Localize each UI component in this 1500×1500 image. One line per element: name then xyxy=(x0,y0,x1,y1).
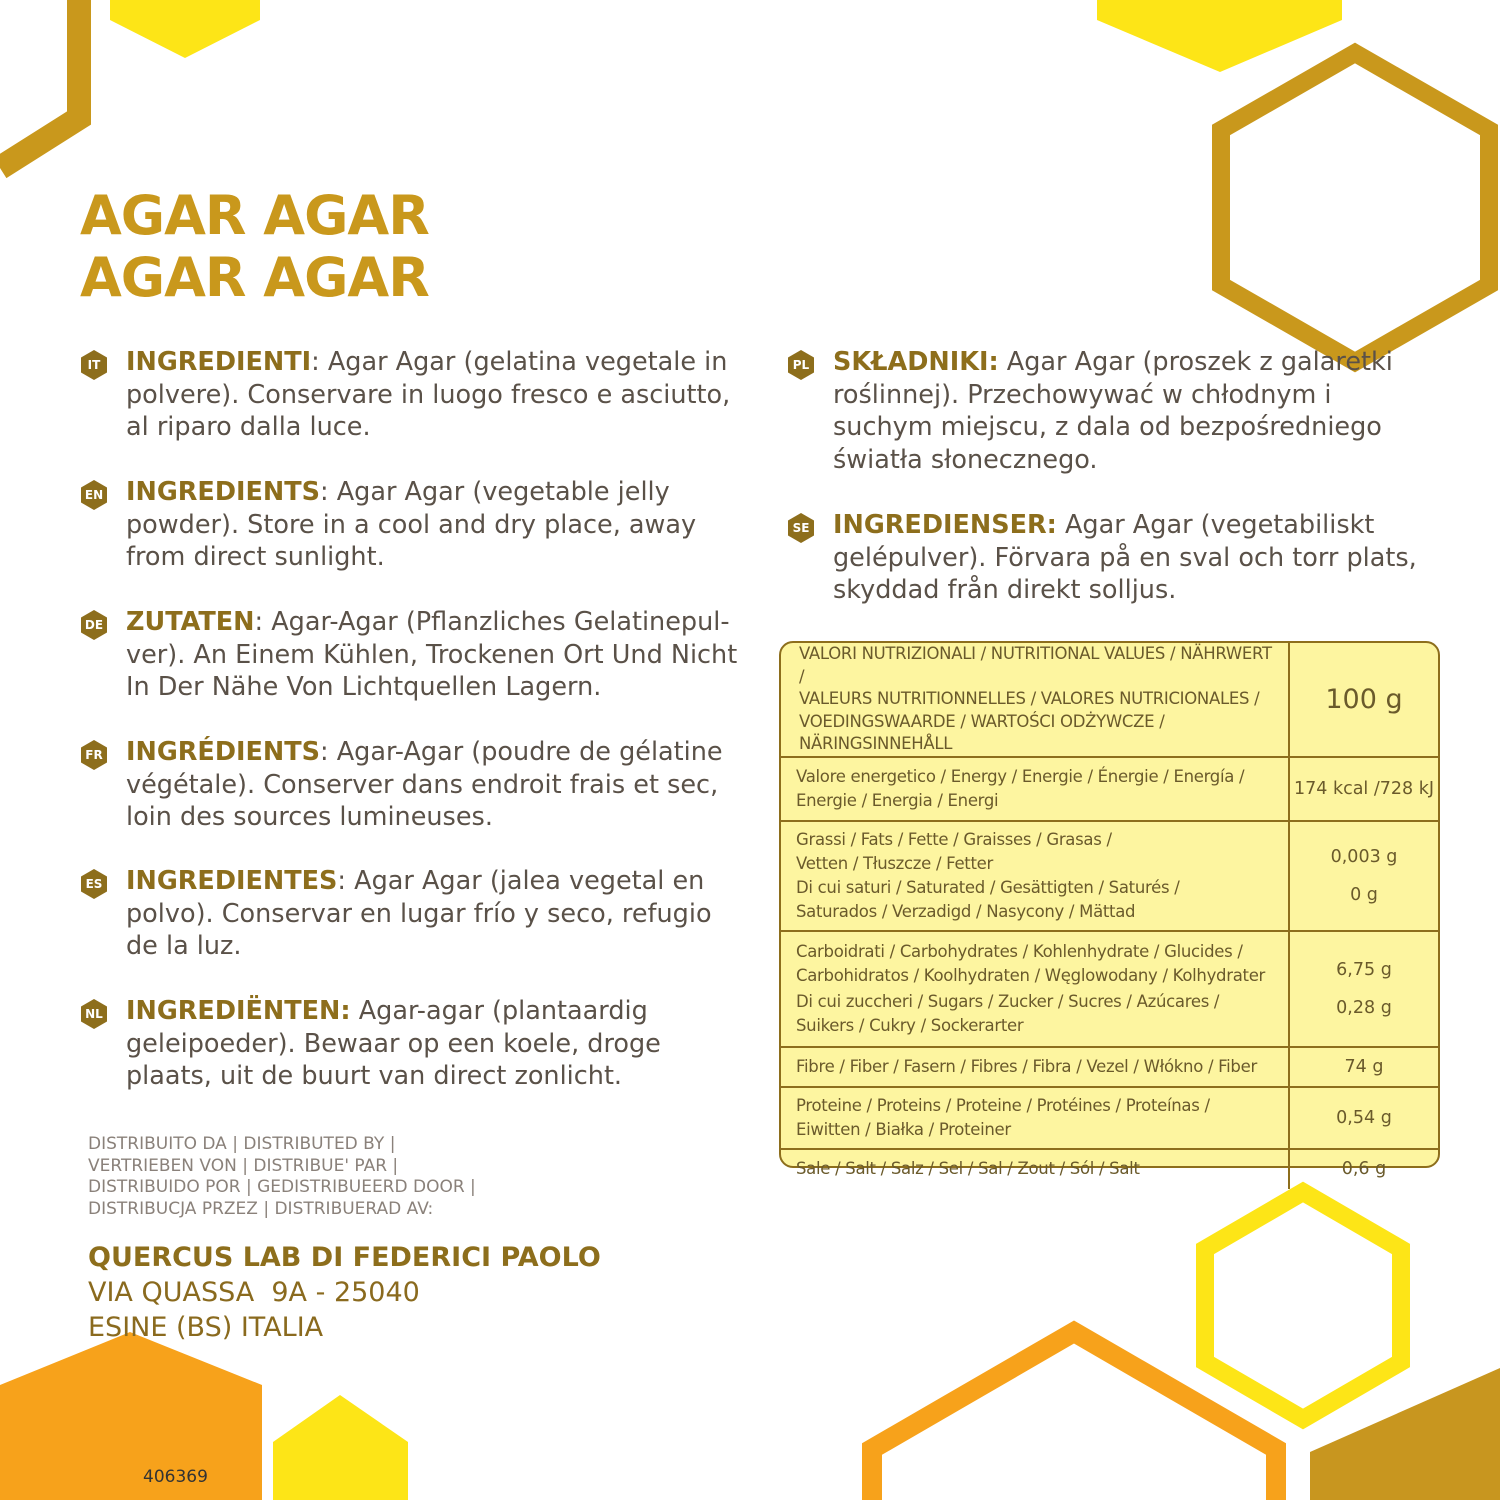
nutrition-header-row xyxy=(781,643,1438,757)
carbs-label: Carboidrati / Carbohydrates / Kohlenhydrate / Glucides / xyxy=(796,941,1243,961)
company-address-2: ESINE (BS) ITALIA xyxy=(88,1312,324,1343)
distributor-label xyxy=(88,1134,508,1220)
nutrition-row-fibre xyxy=(781,1047,1438,1087)
ingredients-de: DE ZUTATEN: Agar-Agar (Pflanzliches Gelatinepul-ver). An Einem Kühlen, Trockenen Ort Und Nicht In Der Nähe Von Lichtquellen Lagern. xyxy=(126,606,746,704)
product-code: 406369 xyxy=(143,1467,208,1487)
protein-label: Eiwitten / Białka / Proteiner xyxy=(796,1119,1011,1139)
fibre-label: Fibre / Fiber / Fasern / Fibres / Fibra / Vezel / Włókno / Fiber xyxy=(781,1047,1289,1087)
nutrition-row-carbs xyxy=(781,931,1438,1047)
company-name: QUERCUS LAB DI FEDERICI PAOLO xyxy=(88,1242,601,1273)
nutrition-row-salt xyxy=(781,1149,1438,1189)
title-line-1: AGAR AGAR xyxy=(80,184,429,247)
energy-value: 174 kcal /728 kJ xyxy=(1289,757,1438,821)
distributor-label-line: DISTRIBUIDO POR | GEDISTRIBUEERD DOOR | xyxy=(88,1177,476,1197)
nutrition-header-line: VOEDINGSWAARDE / WARTOŚCI ODŻYWCZE / NÄRINGSINNEHÅLL xyxy=(799,711,1165,753)
lang-badge-de: DE xyxy=(79,610,109,640)
ingredients-es: ES INGREDIENTES: Agar Agar (jalea vegetal en polvo). Conservar en lugar frío y seco, refugio de la luz. xyxy=(126,865,746,963)
lang-badge-es: ES xyxy=(79,869,109,899)
saturated-label: Saturados / Verzadigd / Nasycony / Mättad xyxy=(796,901,1136,921)
lang-badge-fr: FR xyxy=(79,740,109,770)
company-address-1: VIA QUASSA 9A - 25040 xyxy=(88,1277,420,1308)
saturated-value: 0 g xyxy=(1350,884,1378,905)
energy-label: Valore energetico / Energy / Energie / Énergie / Energía / xyxy=(796,766,1245,786)
distributor-label-line: DISTRIBUITO DA | DISTRIBUTED BY | xyxy=(88,1134,396,1154)
nutrition-header-value: 100 g xyxy=(1289,643,1438,757)
ingredients-it: IT INGREDIENTI: Agar Agar (gelatina vegetale in polvere). Conservare in luogo fresco e asciutto, al riparo dalla luce. xyxy=(126,346,746,444)
carbs-label: Carbohidratos / Koolhydraten / Węglowodany / Kolhydrater xyxy=(796,965,1266,985)
protein-value: 0,54 g xyxy=(1289,1087,1438,1149)
sugars-value: 0,28 g xyxy=(1336,997,1392,1018)
saturated-label: Di cui saturi / Saturated / Gesättigten / Saturés / xyxy=(796,877,1180,897)
ingredients-fr: FR INGRÉDIENTS: Agar-Agar (poudre de gélatine végétale). Conserver dans endroit frais et sec, loin des sources lumineuses. xyxy=(126,736,746,834)
distributor-label-line: VERTRIEBEN VON | DISTRIBUE' PAR | xyxy=(88,1155,399,1176)
fats-value: 0,003 g xyxy=(1330,846,1398,867)
fibre-value: 74 g xyxy=(1289,1047,1438,1087)
ingredients-nl: NL INGREDIËNTEN: Agar-agar (plantaardig geleipoeder). Bewaar op een koele, droge plaats, uit de buurt van direct zonlicht. xyxy=(126,995,746,1093)
distributor-company xyxy=(88,1240,708,1345)
nutrition-row-fats xyxy=(781,821,1438,931)
nutrition-row-protein xyxy=(781,1087,1438,1149)
nutrition-header-line: VALEURS NUTRITIONNELLES / VALORES NUTRICIONALES / xyxy=(799,689,1260,708)
energy-label: Energie / Energia / Energi xyxy=(796,790,999,810)
protein-label: Proteine / Proteins / Proteine / Protéines / Proteínas / xyxy=(796,1095,1210,1115)
nutrition-header-line: VALORI NUTRIZIONALI / NUTRITIONAL VALUES / NÄHRWERT / xyxy=(799,644,1272,686)
carbs-value: 6,75 g xyxy=(1336,959,1392,980)
nutrition-row-energy xyxy=(781,757,1438,821)
salt-value: 0,6 g xyxy=(1289,1149,1438,1189)
product-title xyxy=(80,185,429,309)
lang-badge-pl: PL xyxy=(786,350,816,380)
fats-label: Grassi / Fats / Fette / Graisses / Grasas / xyxy=(796,829,1112,849)
ingredients-en: EN INGREDIENTS: Agar Agar (vegetable jelly powder). Store in a cool and dry place, away from direct sunlight. xyxy=(126,476,746,574)
title-line-2: AGAR AGAR xyxy=(80,246,429,309)
sugars-label: Suikers / Cukry / Sockerarter xyxy=(796,1015,1024,1035)
fats-label: Vetten / Tłuszcze / Fetter xyxy=(796,853,993,873)
ingredients-pl: PL SKŁADNIKI: Agar Agar (proszek z galaretki roślinnej). Przechowywać w chłodnym i suchym miejscu, z dala od bezpośredniego światła słonecznego. xyxy=(833,346,1433,476)
lang-badge-en: EN xyxy=(79,480,109,510)
sugars-label: Di cui zuccheri / Sugars / Zucker / Sucres / Azúcares / xyxy=(796,991,1220,1011)
distributor-label-line: DISTRIBUCJA PRZEZ | DISTRIBUERAD AV: xyxy=(88,1198,434,1219)
ingredients-se: SE INGREDIENSER: Agar Agar (vegetabiliskt gelépulver). Förvara på en sval och torr plats, skyddad från direkt solljus. xyxy=(833,509,1433,607)
lang-badge-nl: NL xyxy=(79,999,109,1029)
lang-badge-se: SE xyxy=(786,513,816,543)
lang-badge-it: IT xyxy=(79,350,109,380)
salt-label: Sale / Salt / Salz / Sel / Sal / Zout / Sól / Salt xyxy=(781,1149,1289,1189)
nutrition-table xyxy=(779,641,1440,1179)
